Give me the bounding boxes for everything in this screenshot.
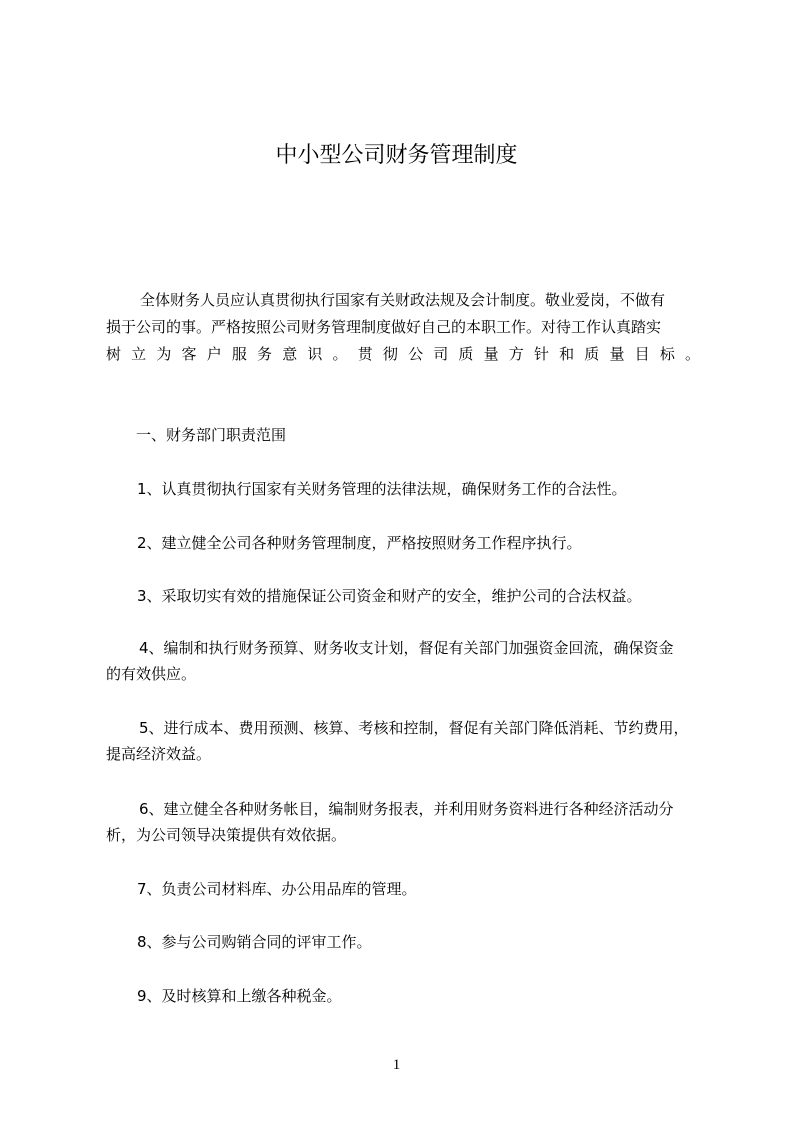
list-item-4-line-1: 4、编制和执行财务预算、财务收支计划，督促有关部门加强资金回流，确保资金 [139, 639, 674, 657]
list-item-1: 1、认真贯彻执行国家有关财务管理的法律法规，确保财务工作的合法性。 [137, 480, 627, 498]
list-item-3: 3、采取切实有效的措施保证公司资金和财产的安全，维护公司的合法权益。 [137, 587, 642, 605]
list-item-6-line-2: 析，为公司领导决策提供有效依据。 [106, 826, 347, 844]
document-title: 中小型公司财务管理制度 [275, 143, 518, 168]
list-item-6-line-1: 6、建立健全各种财务帐目，编制财务报表，并利用财务资料进行各种经济活动分 [139, 800, 674, 818]
list-item-7: 7、负责公司材料库、办公用品库的管理。 [137, 880, 417, 898]
list-item-9: 9、及时核算和上缴各种税金。 [137, 987, 342, 1005]
page-number: 1 [392, 1057, 401, 1073]
section-heading: 一、财务部门职责范围 [136, 426, 287, 444]
intro-line-1: 全体财务人员应认真贯彻执行国家有关财政法规及会计制度。敬业爱岗，不做有 [140, 291, 666, 309]
list-item-5-line-1: 5、进行成本、费用预测、核算、考核和控制，督促有关部门降低消耗、节约费用， [139, 719, 689, 737]
list-item-8: 8、参与公司购销合同的评审工作。 [137, 933, 372, 951]
intro-line-3: 树立为客户服务意识。贯彻公司质量方针和质量目标。 [106, 345, 700, 363]
intro-line-2: 损于公司的事。严格按照公司财务管理制度做好自己的本职工作。对待工作认真踏实 [106, 318, 662, 336]
list-item-5-line-2: 提高经济效益。 [106, 745, 212, 763]
list-item-4-line-2: 的有效供应。 [106, 665, 197, 683]
list-item-2: 2、建立健全公司各种财务管理制度，严格按照财务工作程序执行。 [137, 534, 582, 552]
